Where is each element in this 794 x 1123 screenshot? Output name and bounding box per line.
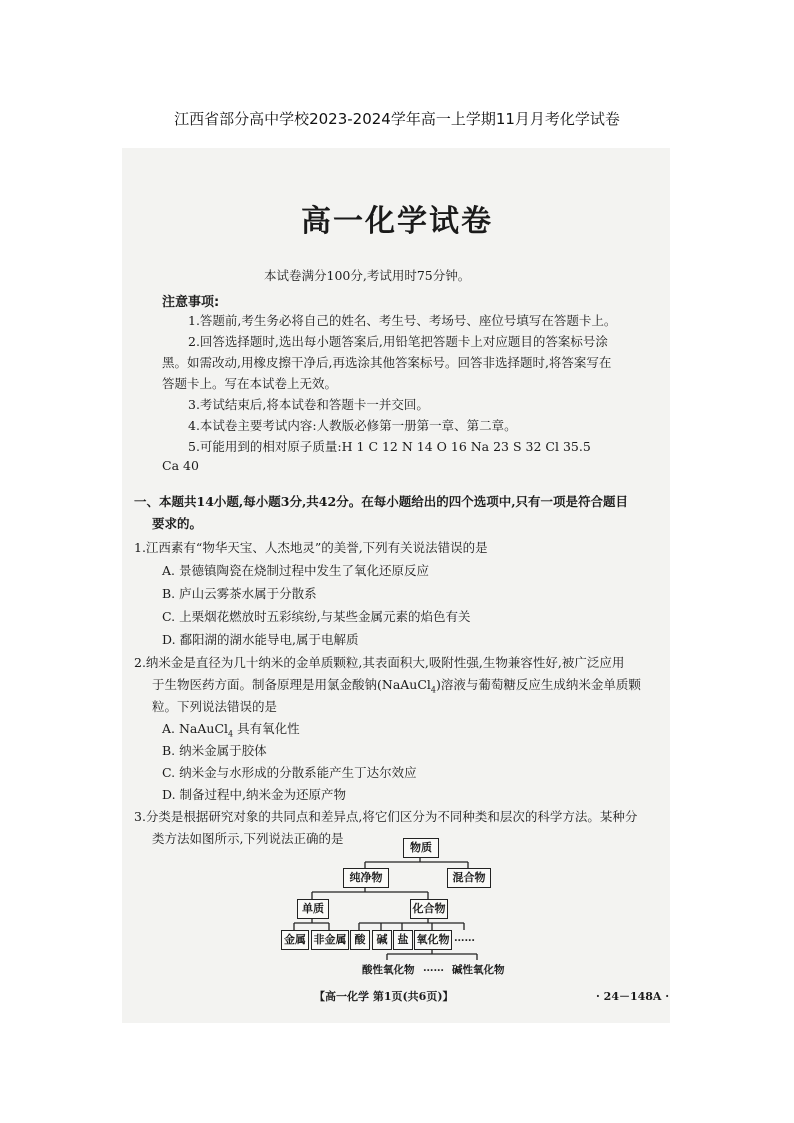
notice-line-1: 1.答题前,考生务必将自己的姓名、考生号、考场号、座位号填写在答题卡上。 — [188, 313, 617, 328]
question-1-option-d: D. 鄱阳湖的湖水能导电,属于电解质 — [162, 632, 359, 647]
question-2-option-c: C. 纳米金与水形成的分散系能产生丁达尔效应 — [162, 765, 417, 780]
node-compound: 化合物 — [410, 899, 448, 919]
node-mixture: 混合物 — [447, 868, 491, 888]
question-3-stem-1: 3.分类是根据研究对象的共同点和差异点,将它们区分为不同种类和层次的科学方法。某种分 — [134, 809, 638, 824]
section-1-instruction-cont: 要求的。 — [152, 516, 203, 531]
notice-line-2: 2.回答选择题时,选出每小题答案后,用铅笔把答题卡上对应题目的答案标号涂 — [188, 334, 608, 349]
notice-line-6: 4.本试卷主要考试内容:人教版必修第一册第一章、第二章。 — [188, 418, 517, 433]
node-pure-substance: 纯净物 — [343, 868, 389, 888]
node-oxide: 氧化物 — [414, 930, 452, 950]
question-1-stem: 1.江西素有“物华天宝、人杰地灵”的美誉,下列有关说法错误的是 — [134, 540, 488, 555]
node-acid: 酸 — [350, 930, 370, 950]
exam-title: 高一化学试卷 — [301, 204, 493, 239]
question-1-option-a: A. 景德镇陶瓷在烧制过程中发生了氧化还原反应 — [162, 563, 429, 578]
exam-subtitle: 本试卷满分100分,考试用时75分钟。 — [264, 268, 471, 283]
section-1-instruction: 一、本题共14小题,每小题3分,共42分。在每小题给出的四个选项中,只有一项是符合题目 — [134, 494, 629, 509]
question-2-option-d: D. 制备过程中,纳米金为还原产物 — [162, 787, 346, 802]
page-footer: 【高一化学 第1页(共6页)】 — [314, 990, 454, 1003]
question-2-stem-1: 2.纳米金是直径为几十纳米的金单质颗粒,其表面积大,吸附性强,生物兼容性好,被广泛应用 — [134, 655, 625, 670]
question-3-stem-2: 类方法如图所示,下列说法正确的是 — [152, 831, 344, 846]
question-1-option-c: C. 上栗烟花燃放时五彩缤纷,与某些金属元素的焰色有关 — [162, 609, 471, 624]
node-salt: 盐 — [393, 930, 413, 950]
node-ellipsis-compounds: …… — [454, 932, 475, 944]
notice-line-4: 答题卡上。写在本试卷上无效。 — [162, 376, 338, 391]
notice-line-8: Ca 40 — [162, 458, 199, 473]
question-2-stem-2: 于生物医药方面。制备原理是用氯金酸钠(NaAuCl$_4$)溶液与葡萄糖反应生成纳米金单质颗 — [152, 677, 641, 695]
notice-line-7: 5.可能用到的相对原子质量:H 1 C 12 N 14 O 16 Na 23 S 32 Cl 35.5 — [188, 439, 591, 454]
node-acidic-oxide: 酸性氧化物 — [362, 964, 415, 976]
node-metal: 金属 — [281, 930, 309, 950]
notice-line-5: 3.考试结束后,将本试卷和答题卡一并交回。 — [188, 397, 429, 412]
notice-heading: 注意事项: — [162, 295, 220, 310]
node-basic-oxide: 碱性氧化物 — [452, 964, 505, 976]
node-base: 碱 — [372, 930, 392, 950]
page-code: · 24－148A · — [596, 990, 670, 1003]
question-1-option-b: B. 庐山云雾茶水属于分散系 — [162, 586, 317, 601]
node-ellipsis-oxides: …… — [423, 962, 444, 974]
question-2-stem-3: 粒。下列说法错误的是 — [152, 699, 278, 714]
node-element: 单质 — [297, 899, 329, 919]
question-2-option-a: A. NaAuCl$_4$ 具有氧化性 — [162, 721, 300, 739]
question-2-option-b: B. 纳米金属于胶体 — [162, 743, 267, 758]
notice-line-3: 黑。如需改动,用橡皮擦干净后,再选涂其他答案标号。回答非选择题时,将答案写在 — [162, 355, 612, 370]
node-substance: 物质 — [403, 838, 439, 858]
document-header: 江西省部分高中学校2023-2024学年高一上学期11月月考化学试卷 — [174, 110, 620, 128]
node-nonmetal: 非金属 — [311, 930, 349, 950]
